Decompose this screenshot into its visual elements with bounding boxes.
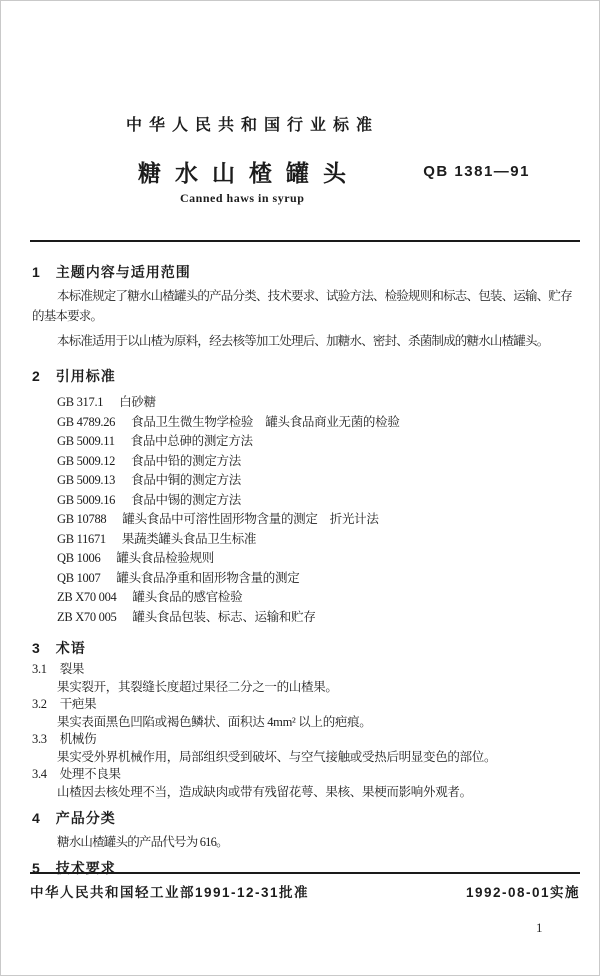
reference-code: GB 10788 xyxy=(57,512,107,526)
term-definition: 果实裂开，其裂缝长度超过果径二分之一的山楂果。 xyxy=(57,679,338,694)
document-footer xyxy=(30,872,580,901)
document-body xyxy=(0,263,600,877)
reference-title: 罐头食品中可溶性固形物含量的测定 折光计法 xyxy=(122,512,379,526)
section-3-number: 3 xyxy=(32,640,41,656)
reference-title: 罐头食品检验规则 xyxy=(116,551,214,565)
reference-item xyxy=(57,549,580,569)
reference-code: GB 11671 xyxy=(57,531,106,546)
reference-code: ZB X70 004 xyxy=(57,590,117,604)
term-name: 机械伤 xyxy=(59,732,97,746)
section-1-paragraph-2: 本标准适用于以山楂为原料，经去核等加工处理后、加糖水、密封、杀菌制成的糖水山楂罐头。 xyxy=(57,334,549,348)
reference-title: 白砂糖 xyxy=(119,395,156,409)
document-header xyxy=(0,0,600,206)
reference-title: 食品中锡的测定方法 xyxy=(131,492,241,507)
reference-item xyxy=(57,510,580,530)
reference-code: QB 1006 xyxy=(57,551,101,565)
reference-title: 食品中总砷的测定方法 xyxy=(130,434,253,448)
term-number: 3.2 xyxy=(32,697,47,711)
reference-item xyxy=(57,393,580,413)
term-item xyxy=(32,731,580,749)
reference-list xyxy=(32,393,580,627)
reference-item xyxy=(57,569,580,589)
section-4-paragraph-1: 糖水山楂罐头的产品代号为 616。 xyxy=(57,835,228,849)
term-item xyxy=(32,661,580,679)
section-3-heading xyxy=(32,639,580,657)
term-number: 3.4 xyxy=(32,767,47,781)
reference-item xyxy=(57,432,580,452)
reference-code: GB 5009.12 xyxy=(57,453,116,468)
section-1-title: 主题内容与适用范围 xyxy=(55,264,191,280)
standard-number: QB 1381—91 xyxy=(423,163,530,180)
reference-title: 果蔬类罐头食品卫生标准 xyxy=(121,531,257,546)
section-1-number: 1 xyxy=(32,264,41,280)
reference-title: 食品卫生微生物学检验 罐头食品商业无菌的检验 xyxy=(131,414,400,429)
reference-item xyxy=(57,588,580,608)
reference-title: 罐头食品净重和固形物含量的测定 xyxy=(116,570,300,585)
terms-list xyxy=(32,661,580,801)
section-5-title: 技术要求 xyxy=(55,860,116,876)
section-1-paragraph-1: 本标准规定了糖水山楂罐头的产品分类、技术要求、试验方法、检验规则和标志、包装、运输、贮存的基本要求。 xyxy=(32,289,572,323)
term-item xyxy=(32,696,580,714)
section-5-number: 5 xyxy=(32,860,41,876)
term-item xyxy=(32,766,580,784)
header-rule xyxy=(30,240,580,242)
reference-code: ZB X70 005 xyxy=(57,609,117,624)
section-2-title: 引用标准 xyxy=(55,368,116,384)
term-definition: 果实表面黑色凹陷或褐色鳞状、面积达 4mm² 以上的疤痕。 xyxy=(57,714,372,729)
reference-item xyxy=(57,530,580,550)
section-1-heading xyxy=(32,263,580,281)
reference-code: GB 317.1 xyxy=(57,395,104,409)
reference-code: GB 5009.11 xyxy=(57,434,115,448)
reference-item xyxy=(57,491,580,511)
reference-code: QB 1007 xyxy=(57,570,101,585)
reference-code: GB 5009.13 xyxy=(57,473,116,487)
reference-title: 罐头食品包装、标志、运输和贮存 xyxy=(132,609,316,624)
page-number: 1 xyxy=(536,920,543,935)
reference-title: 食品中铅的测定方法 xyxy=(131,453,241,468)
section-4-number: 4 xyxy=(32,810,41,826)
standard-title-cn: 糖水山楂罐头 xyxy=(138,160,360,186)
term-definition: 果实受外界机械作用，局部组织受到破坏、与空气接触或受热后明显变色的部位。 xyxy=(57,749,497,764)
section-2-heading xyxy=(32,367,580,385)
section-3-title: 术语 xyxy=(55,640,86,656)
reference-item xyxy=(57,413,580,433)
term-name: 裂果 xyxy=(59,662,85,676)
reference-item xyxy=(57,471,580,491)
term-definition: 山楂因去核处理不当，造成缺肉或带有残留花萼、果核、果梗而影响外观者。 xyxy=(57,784,472,799)
title-row xyxy=(138,155,530,188)
standard-authority-line: 中华人民共和国行业标准 xyxy=(126,117,380,134)
standard-title-en: Canned haws in syrup xyxy=(180,191,305,205)
term-number: 3.1 xyxy=(32,662,47,676)
reference-item xyxy=(57,452,580,472)
section-4-heading xyxy=(32,809,580,827)
reference-item xyxy=(57,608,580,628)
term-number: 3.3 xyxy=(32,732,47,746)
approval-text: 中华人民共和国轻工业部1991-12-31批准 xyxy=(30,885,310,900)
section-2-number: 2 xyxy=(32,368,41,384)
reference-code: GB 5009.16 xyxy=(57,492,116,507)
section-4-title: 产品分类 xyxy=(55,810,116,826)
term-name: 处理不良果 xyxy=(59,767,121,781)
reference-code: GB 4789.26 xyxy=(57,414,116,429)
reference-title: 食品中铜的测定方法 xyxy=(131,473,241,487)
implementation-text: 1992-08-01实施 xyxy=(465,885,580,900)
term-name: 干疤果 xyxy=(59,697,97,711)
reference-title: 罐头食品的感官检验 xyxy=(132,590,243,604)
